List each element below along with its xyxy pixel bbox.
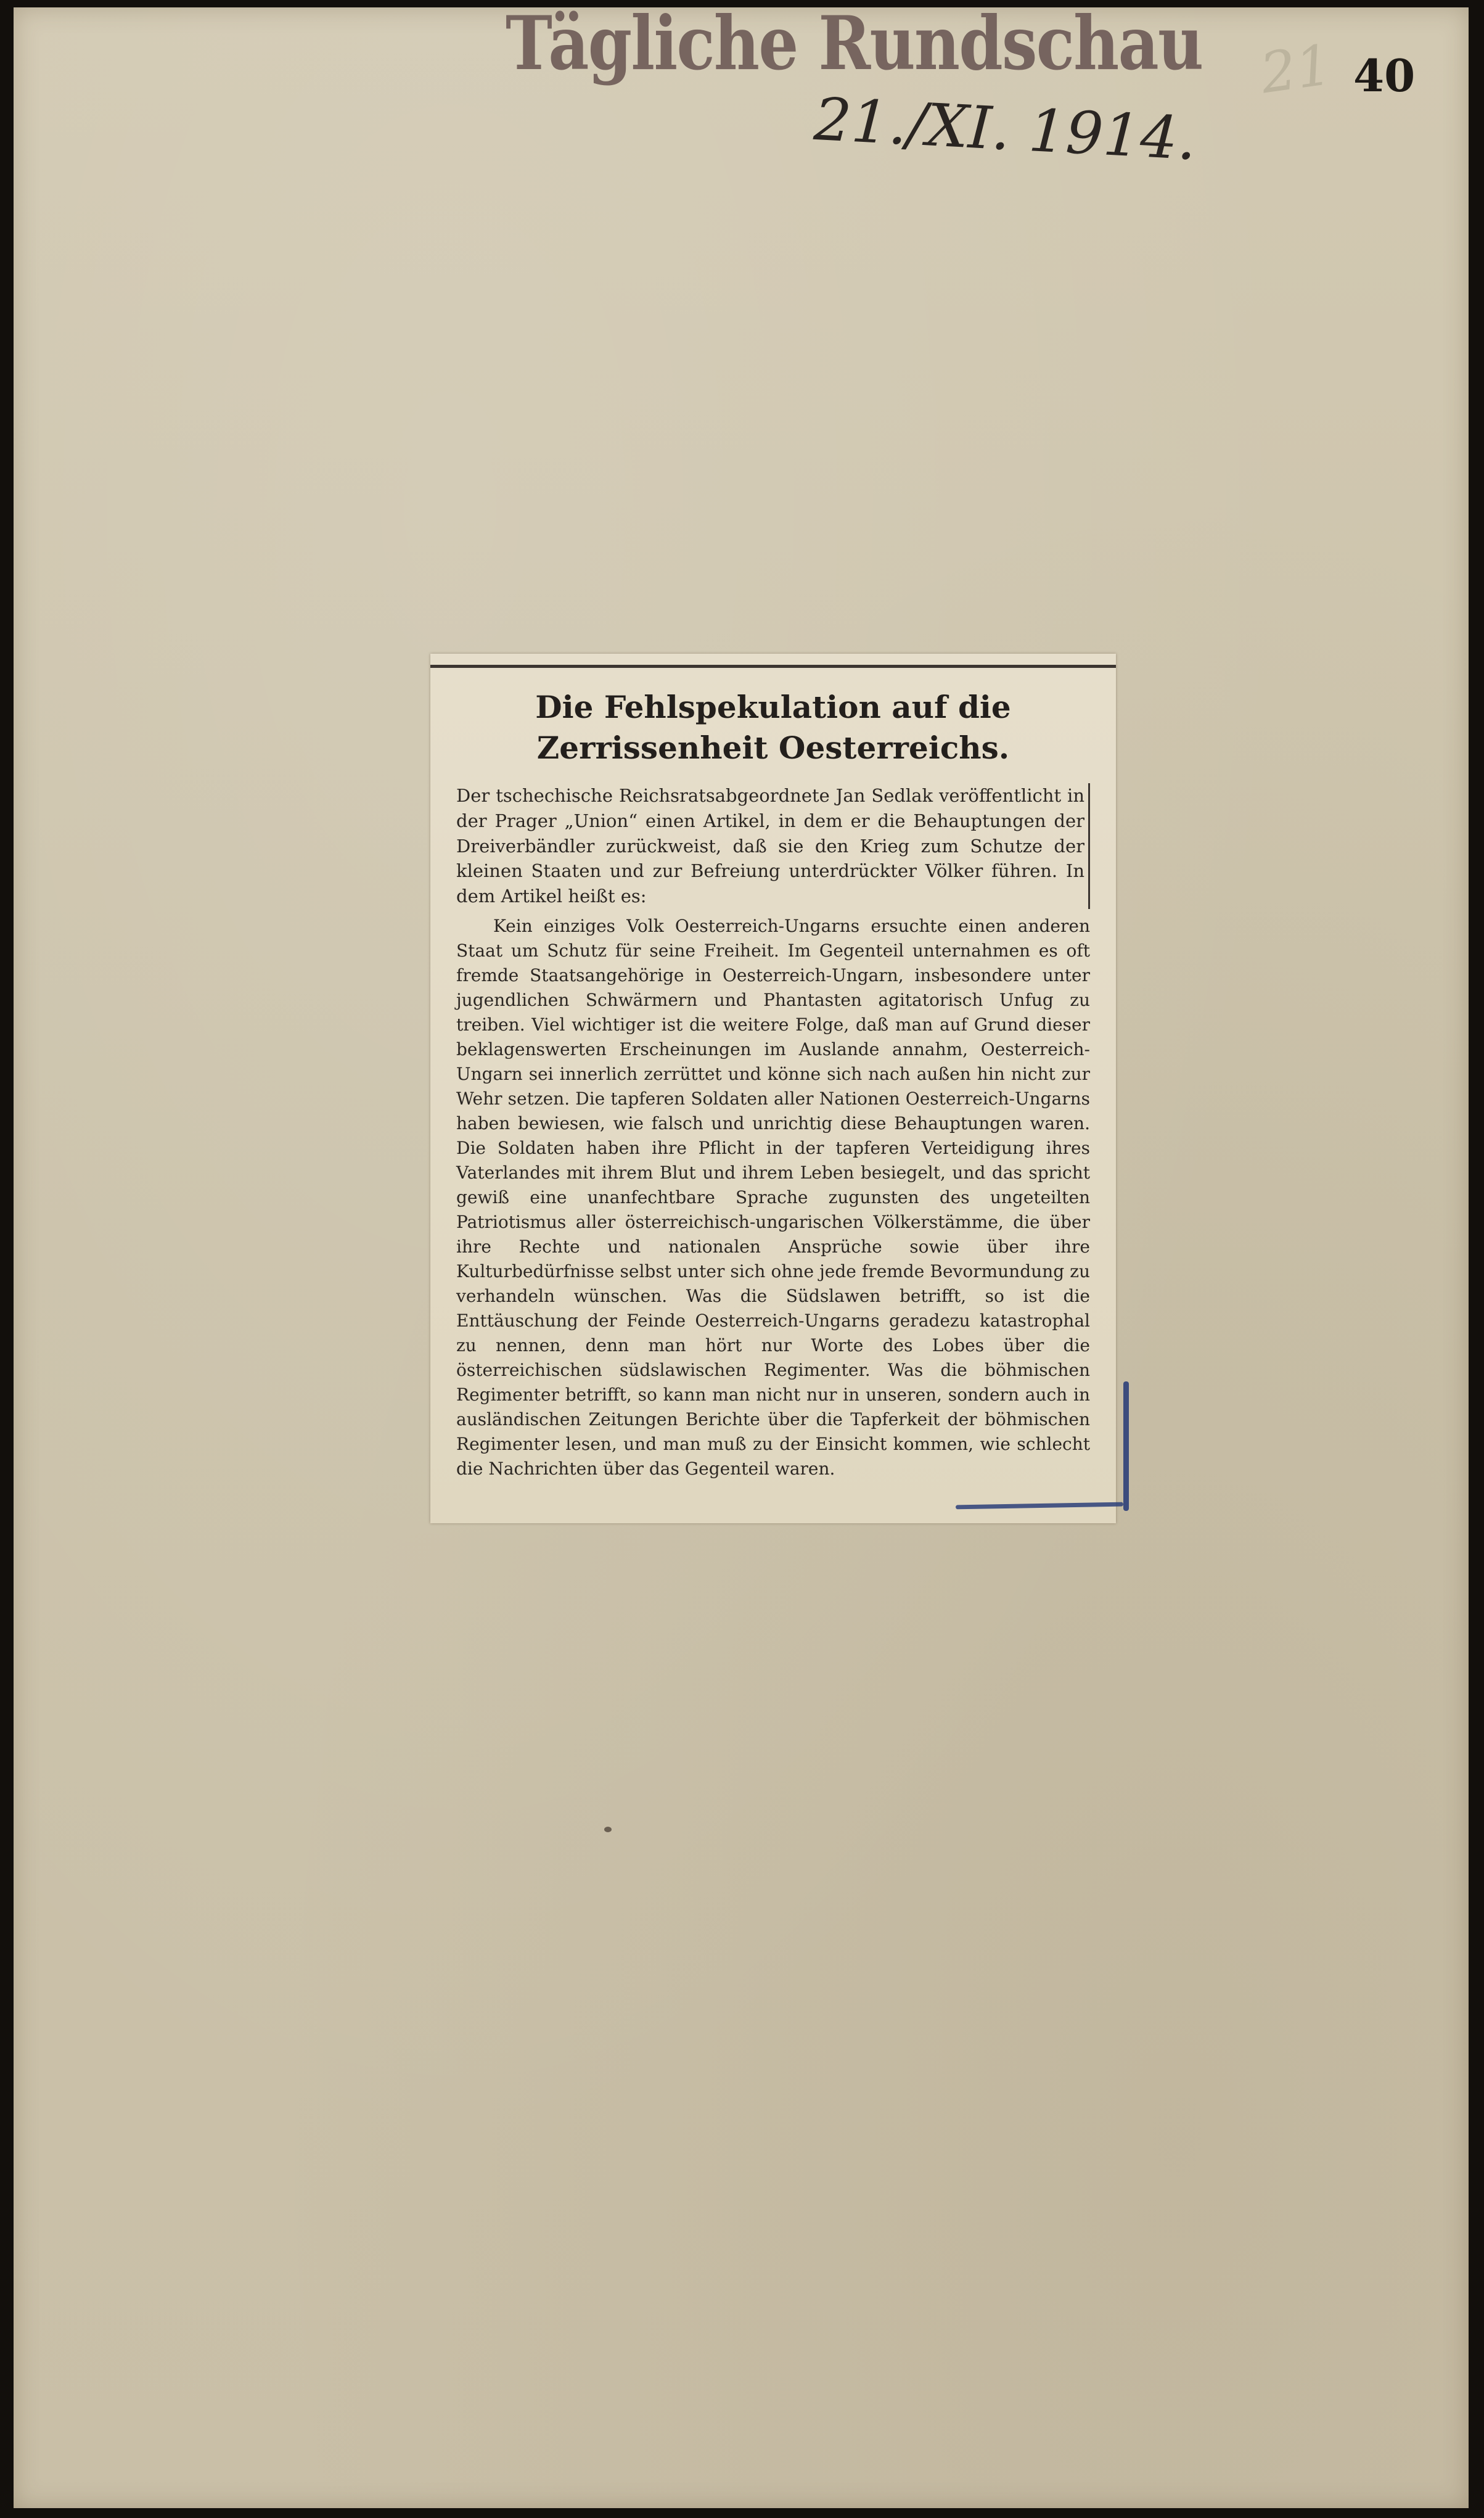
newspaper-name-stamp: Tägliche Rundschau <box>506 0 1203 87</box>
article-lead-paragraph: Der tschechische Reichsratsabgeordnete Jan Sedlak veröffentlicht in der Prager „Union“ einen Artikel, in dem er die Behauptungen der Dreiverbändler zurückweist, daß sie den Krieg zum Schutze der kleinen Staaten und zur Befreiung unterdrückter Völker führen. In dem Artikel heißt es: <box>456 783 1090 909</box>
paper-speck <box>604 1827 612 1832</box>
page-number: 40 <box>1353 49 1416 102</box>
handwritten-date: 21./XI. 1914. <box>812 85 1199 174</box>
article-body-paragraph: Kein einziges Volk Oesterreich-Ungarns ersuchte einen anderen Staat um Schutz für seine Freiheit. Im Gegenteil unternahmen es oft fremde Staatsangehörige in Oesterreich-Ungarn, insbesondere unter jugendlichen Schwärmern und Phantasten agitatorisch Unfug zu treiben. Viel wichtiger ist die weitere Folge, daß man auf Grund dieser beklagenswerten Erscheinungen im Auslande annahm, Oesterreich-Ungarn sei innerlich zerrüttet und könne sich nach außen hin nicht zur Wehr setzen. Die tapferen Soldaten aller Nationen Oesterreich-Ungarns haben bewiesen, wie falsch und unrichtig diese Behauptungen waren. Die Soldaten haben ihre Pflicht in der tapferen Verteidigung ihres Vaterlandes mit ihrem Blut und ihrem Leben besiegelt, und das spricht gewiß eine unanfechtbare Sprache zugunsten des ungeteilten Patriotismus aller österreichisch-ungarischen Völkerstämme, die über ihre Rechte und nationalen Ansprüche sowie über ihre Kulturbedürfnisse selbst unter sich ohne jede fremde Bevormundung zu verhandeln wünschen. Was die Südslawen betrifft, so ist die Enttäuschung der Feinde Oesterreich-Ungarns geradezu katastrophal zu nennen, denn man hört nur Worte des Lobes über die österreichischen südslawischen Regimenter. Was die böhmischen Regimenter betrifft, so kann man nicht nur in unseren, sondern auch in ausländischen Zeitungen Berichte über die Tapferkeit der böhmischen Regimenter lesen, und man muß zu der Einsicht kommen, wie schlecht die Nachrichten über das Gegenteil waren. <box>456 915 1090 1479</box>
faint-pencil-number: 21 <box>1256 32 1336 107</box>
clipping-top-rule <box>430 665 1116 668</box>
newspaper-clipping <box>430 654 1116 1523</box>
blue-pencil-vertical-mark <box>1123 1381 1129 1511</box>
article-headline: Die Fehlspekulation auf die Zerrissenheit Oesterreichs. <box>535 689 1011 766</box>
